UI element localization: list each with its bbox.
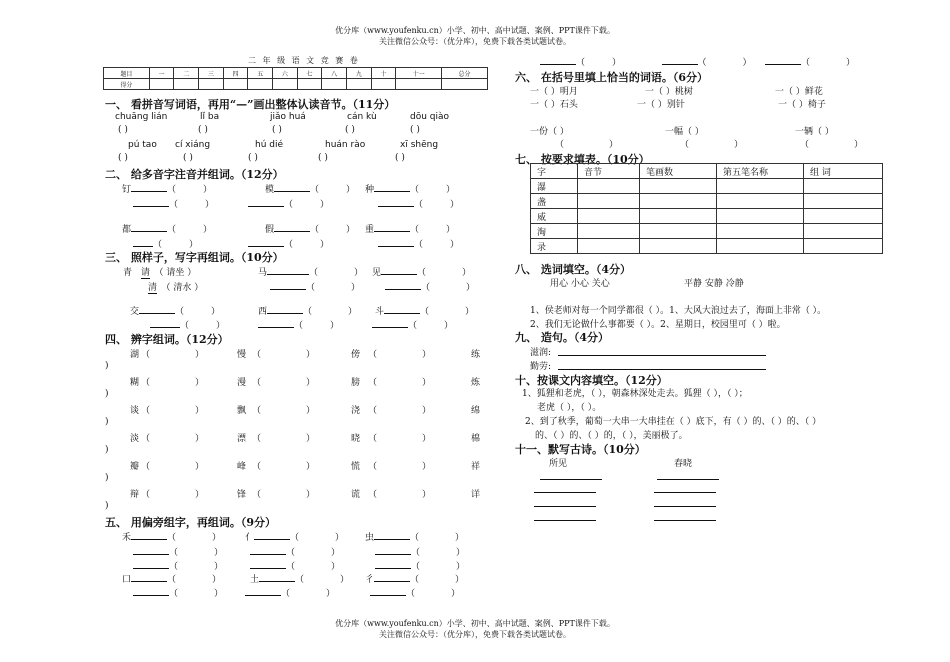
table-row <box>531 179 883 194</box>
radical-row: 彳 （ ） <box>365 575 465 585</box>
table-cell[interactable] <box>578 239 640 254</box>
measure-word-item[interactable]: 一（ ）鲜花 <box>775 87 823 97</box>
polyphone-char: 模 （ ） <box>265 185 356 195</box>
answer-blank[interactable]: （ ） <box>252 406 316 416</box>
answer-blank[interactable]: （ ） <box>141 490 205 500</box>
score-table <box>103 67 488 90</box>
answer-blank[interactable]: ( ) <box>410 125 420 135</box>
score-input-cell[interactable] <box>396 79 442 90</box>
poem-title-2: 春晓 <box>674 459 693 469</box>
radical: 亻 <box>245 533 255 543</box>
text-fill-line-3[interactable]: 2、到了秋季，葡萄一大串一大串挂在（ ）底下，有（ ）的、（ ）的、（ ） <box>525 417 822 427</box>
example-row-1: 青 请 （ 请坐 ） <box>123 265 196 279</box>
radical: 禾 <box>122 533 132 543</box>
answer-blank[interactable]: ( ) <box>318 153 328 163</box>
measure-word-item[interactable]: 一（ ）桃树 <box>645 87 693 97</box>
header-line-2: 关注微信公众号：（优分库），免费下载各类试题试卷。 <box>379 37 571 46</box>
polyphone-blank[interactable]: （ ） <box>378 197 459 210</box>
table-cell[interactable] <box>640 239 717 254</box>
pinyin-7: cí xiáng <box>175 140 211 150</box>
radical-blank[interactable]: （ ） <box>250 559 340 572</box>
answer-blank[interactable]: （ ） <box>141 350 205 360</box>
section-2-heading: 二、 给多音字注音并组词。（12分） <box>105 168 284 181</box>
exam-title: 二 年 级 语 文 竞 赛 卷 <box>248 56 360 65</box>
radical: 土 <box>250 575 260 585</box>
section-7-heading: 七、 按要求填表。（10分） <box>515 153 650 166</box>
measure-word-item[interactable]: 一（ ）别针 <box>637 100 685 110</box>
fill-table-col: 第五笔名称 <box>717 164 804 179</box>
radical-blank[interactable]: （ ） <box>133 545 223 558</box>
pinyin-4: cán kù <box>347 112 377 122</box>
distinguish-char: 棉 <box>471 434 481 444</box>
measure-word-item[interactable]: 一（ ）石头 <box>530 100 578 110</box>
sentence-line-2[interactable] <box>558 369 766 370</box>
radical-blank[interactable]: （ ） <box>375 559 465 572</box>
radical-row: 口 （ ） <box>122 575 222 585</box>
score-cell: 八 <box>322 68 347 79</box>
score-input-cell[interactable] <box>371 79 396 90</box>
table-cell[interactable] <box>717 209 804 224</box>
poem-line[interactable] <box>657 479 719 480</box>
answer-blank[interactable]: （ ） <box>368 406 432 416</box>
distinguish-char: 炼 <box>471 378 481 388</box>
poem-line[interactable] <box>540 479 602 480</box>
char: 种 <box>365 185 375 195</box>
table-cell[interactable] <box>804 209 883 224</box>
char: 西 <box>258 307 268 317</box>
answer-blank[interactable]: ( ) <box>118 125 128 135</box>
answer-blank[interactable]: （ ） <box>368 462 432 472</box>
table-char: 威 <box>531 209 578 224</box>
section-4-heading: 四、 辨字组词。（12分） <box>105 333 229 346</box>
score-cell: 十 <box>371 68 396 79</box>
write-char-blank[interactable]: （ ） <box>258 318 339 331</box>
score-input-cell[interactable] <box>223 79 248 90</box>
distinguish-char: 详 <box>471 490 481 500</box>
example-word: 请坐 <box>166 268 185 278</box>
answer-blank[interactable]: （ ） <box>252 462 316 472</box>
polyphone-blank[interactable]: （ ） <box>133 237 198 250</box>
write-char-row: 马 （ ） <box>258 268 364 278</box>
table-cell[interactable] <box>640 224 717 239</box>
table-cell[interactable] <box>717 224 804 239</box>
distinguish-char: 漫 <box>237 378 247 388</box>
distinguish-char: 飘 <box>237 406 247 416</box>
write-char-blank[interactable]: （ ） <box>372 318 453 331</box>
pinyin-2: lǐ ba <box>200 112 220 122</box>
char: 假 <box>265 225 275 235</box>
fill-table-col: 音节 <box>578 164 640 179</box>
section-3-heading: 三、 照样子，写字再组词。（10分） <box>105 251 284 264</box>
distinguish-char: 绵 <box>471 406 481 416</box>
polyphone-char: 重 （ ） <box>365 225 456 235</box>
distinguish-char: 傍 <box>351 350 361 360</box>
write-char-row: 西 （ ） <box>258 307 358 317</box>
polyphone-char: 都 （ ） <box>122 225 213 235</box>
section-5-heading: 五、 用偏旁组字，再组词。（9分） <box>105 516 276 529</box>
polyphone-char: 钉 （ ） <box>122 185 213 195</box>
fill-table-col: 笔画数 <box>640 164 717 179</box>
answer-blank[interactable]: ( ) <box>198 125 208 135</box>
fill-table-col: 字 <box>531 164 578 179</box>
distinguish-char: 糊 <box>130 378 140 388</box>
wrap-paren: ) <box>105 501 109 511</box>
table-cell[interactable] <box>804 179 883 194</box>
score-input-cell[interactable] <box>273 79 298 90</box>
radical-blank[interactable]: （ ） <box>250 545 340 558</box>
table-cell[interactable] <box>804 194 883 209</box>
polyphone-char: 假 （ ） <box>265 225 356 235</box>
word-choices-a: 用心 小心 关心 <box>550 279 610 289</box>
char: 都 <box>122 225 132 235</box>
fill-table <box>530 163 883 254</box>
fill-sentence-2[interactable]: 2、我们无论做什么事都要（ ）。2、星期日，校园里可（ ）啦。 <box>530 320 786 330</box>
answer-blank[interactable]: ( ) <box>395 153 405 163</box>
answer-blank[interactable]: （ ） <box>141 378 205 388</box>
carry-over-blanks[interactable]: （ ） （ ） （ ） <box>540 55 855 68</box>
radical: 彳 <box>365 575 375 585</box>
table-char: 录 <box>531 239 578 254</box>
example-char: 清 <box>148 280 157 294</box>
radical-row: 亻 （ ） <box>245 533 345 543</box>
table-cell[interactable] <box>640 179 717 194</box>
table-cell[interactable] <box>640 209 717 224</box>
distinguish-char: 峰 <box>237 462 247 472</box>
score-input-cell[interactable] <box>174 79 199 90</box>
score-cell: 九 <box>347 68 372 79</box>
answer-blank[interactable]: （ ） <box>141 462 205 472</box>
poem-line[interactable] <box>654 520 716 521</box>
fill-sentence-1[interactable]: 1、侯老师对每一个同学都很（ ）。1、大风大浪过去了，海面上非常（ ）。 <box>530 306 827 316</box>
footer-line-1: 优分库（www.youfenku.cn）小学、初中、高中试题、案例、PPT课件下载。 <box>335 619 615 628</box>
text-fill-line-4[interactable]: 的、（ ）的、（ ）的，（ ），美丽极了。 <box>535 431 688 441</box>
table-row <box>531 239 883 254</box>
radical: 口 <box>122 575 132 585</box>
section-10-heading: 十、按课文内容填空。（12分） <box>515 374 668 387</box>
radical-row: 禾 （ ） <box>122 533 222 543</box>
score-cell: 三 <box>199 68 224 79</box>
distinguish-char: 谎 <box>351 490 361 500</box>
write-char-row: 见 （ ） <box>372 268 472 278</box>
score-cell: 六 <box>273 68 298 79</box>
pinyin-10: xī shēng <box>400 140 439 150</box>
answer-blank[interactable]: （ ） <box>252 378 316 388</box>
score-cell: 得分 <box>104 79 150 90</box>
answer-blank[interactable]: （ ） <box>368 434 432 444</box>
radical-blank[interactable]: （ ） <box>245 586 335 599</box>
table-cell[interactable] <box>578 194 640 209</box>
poem-line[interactable] <box>534 492 596 493</box>
score-table-header-row <box>104 68 488 79</box>
write-char-row: 交 （ ） <box>130 307 221 317</box>
pinyin-3: jiǎo huá <box>270 112 306 122</box>
table-cell[interactable] <box>578 224 640 239</box>
distinguish-char: 练 <box>471 350 481 360</box>
polyphone-blank[interactable]: （ ） <box>248 197 329 210</box>
answer-blank[interactable]: ( ) <box>272 125 282 135</box>
score-cell: 七 <box>297 68 322 79</box>
poem-line[interactable] <box>654 492 716 493</box>
polyphone-blank[interactable]: （ ） <box>378 237 459 250</box>
answer-blank[interactable]: （ ） <box>252 350 316 360</box>
write-char-blank[interactable]: （ ） <box>385 280 475 293</box>
text-fill-line-1[interactable]: 1、狐狸和老虎，（ ），朝森林深处走去。狐狸（ ），（ ）； <box>522 389 748 399</box>
wrap-paren: ) <box>105 473 109 483</box>
measure-word-item[interactable]: 一（ ）明月 <box>530 87 578 97</box>
score-input-cell[interactable] <box>248 79 273 90</box>
table-char: 瀑 <box>531 179 578 194</box>
distinguish-char: 祥 <box>471 462 481 472</box>
poem-line[interactable] <box>534 520 596 521</box>
wrap-paren: ) <box>105 445 109 455</box>
pinyin-5: dōu qiào <box>410 112 450 122</box>
distinguish-char: 谈 <box>130 406 140 416</box>
fill-table-header <box>531 164 883 179</box>
char: 马 <box>258 268 268 278</box>
table-char: 盏 <box>531 194 578 209</box>
answer-blank[interactable]: （ ） <box>800 140 864 150</box>
header-line-1: 优分库（www.youfenku.cn）小学、初中、高中试题、案例、PPT课件下载。 <box>335 26 615 35</box>
section-11-heading: 十一、默写古诗。（10分） <box>515 443 646 456</box>
example-char: 请 <box>141 265 150 279</box>
measure-word-item[interactable]: 一份（ ） <box>530 127 569 137</box>
char: 重 <box>365 225 375 235</box>
score-table-score-row <box>104 79 488 90</box>
score-input-cell[interactable] <box>442 79 488 90</box>
table-row <box>531 209 883 224</box>
distinguish-char: 锋 <box>237 490 247 500</box>
char: 见 <box>372 268 382 278</box>
pinyin-1: chuāng lián <box>115 112 168 122</box>
answer-blank[interactable]: （ ） <box>252 490 316 500</box>
distinguish-char: 慢 <box>237 350 247 360</box>
pinyin-9: huán rào <box>325 140 366 150</box>
write-char-blank[interactable]: （ ） <box>270 280 360 293</box>
wrap-paren: ) <box>105 389 109 399</box>
polyphone-blank[interactable]: （ ） <box>248 237 329 250</box>
score-input-cell[interactable] <box>297 79 322 90</box>
pinyin-8: hú dié <box>255 140 284 150</box>
table-row <box>531 194 883 209</box>
table-cell[interactable] <box>804 224 883 239</box>
table-char: 淘 <box>531 224 578 239</box>
example-row-2: 清 （ 清水 ） <box>148 280 203 294</box>
distinguish-char: 漂 <box>237 434 247 444</box>
sentence-word-1: 滋润: <box>530 348 552 358</box>
char: 交 <box>130 307 140 317</box>
measure-word-item[interactable]: 一（ ）椅子 <box>778 100 826 110</box>
score-cell: 五 <box>248 68 273 79</box>
radical: 虫 <box>365 533 375 543</box>
score-cell: 总分 <box>442 68 488 79</box>
section-1-heading: 一、 看拼音写词语，再用“—”画出整体认读音节。（11分） <box>105 98 396 111</box>
wrap-paren: ) <box>105 361 109 371</box>
distinguish-char: 浇 <box>351 406 361 416</box>
table-cell[interactable] <box>717 179 804 194</box>
radical-row: 土 （ ） <box>250 575 350 585</box>
char: 斗 <box>375 307 385 317</box>
answer-blank[interactable]: （ ） <box>368 378 432 388</box>
table-cell[interactable] <box>578 209 640 224</box>
pinyin-6: pú tao <box>128 140 157 150</box>
score-input-cell[interactable] <box>149 79 174 90</box>
sentence-line-1[interactable] <box>558 355 766 356</box>
answer-blank[interactable]: ( ) <box>118 153 128 163</box>
answer-blank[interactable]: （ ） <box>141 406 205 416</box>
table-cell[interactable] <box>804 239 883 254</box>
distinguish-char: 湖 <box>130 350 140 360</box>
distinguish-char: 辩 <box>130 490 140 500</box>
text-fill-line-2[interactable]: 老虎（ ），（ ）。 <box>537 403 602 413</box>
section-6-heading: 六、 在括号里填上恰当的词语。（6分） <box>515 71 708 84</box>
score-cell: 一 <box>149 68 174 79</box>
polyphone-char: 种 （ ） <box>365 185 456 195</box>
measure-word-item[interactable]: 一辆（ ） <box>795 127 834 137</box>
score-cell: 十一 <box>396 68 442 79</box>
radical-row: 虫 （ ） <box>365 533 465 543</box>
polyphone-blank[interactable]: （ ） <box>133 197 214 210</box>
answer-blank[interactable]: （ ） <box>252 434 316 444</box>
poem-title-1: 所见 <box>549 459 568 469</box>
radical-blank[interactable]: （ ） <box>133 586 223 599</box>
table-cell[interactable] <box>578 179 640 194</box>
radical-blank[interactable]: （ ） <box>370 586 460 599</box>
distinguish-char: 瓣 <box>130 462 140 472</box>
answer-blank[interactable]: （ ） <box>368 490 432 500</box>
section-8-heading: 八、 选词填空。（4分） <box>515 263 631 276</box>
word-choices-b: 平静 安静 冷静 <box>684 279 744 289</box>
table-row <box>531 224 883 239</box>
score-input-cell[interactable] <box>322 79 347 90</box>
score-cell: 二 <box>174 68 199 79</box>
answer-blank[interactable]: （ ） <box>141 434 205 444</box>
poem-line[interactable] <box>654 506 716 507</box>
answer-blank[interactable]: （ ） <box>680 140 744 150</box>
radical-blank[interactable]: （ ） <box>133 559 223 572</box>
section-9-heading: 九、 造句。（4分） <box>515 331 609 344</box>
distinguish-char: 膀 <box>351 378 361 388</box>
score-cell: 题目 <box>104 68 150 79</box>
distinguish-char: 慌 <box>351 462 361 472</box>
answer-blank[interactable]: （ ） <box>555 140 619 150</box>
wrap-paren: ) <box>105 417 109 427</box>
radical-blank[interactable]: （ ） <box>375 545 465 558</box>
answer-blank[interactable]: ( ) <box>345 125 355 135</box>
distinguish-char: 淡 <box>130 434 140 444</box>
answer-blank[interactable]: ( ) <box>183 153 193 163</box>
poem-line[interactable] <box>534 506 596 507</box>
answer-blank[interactable]: ( ) <box>248 153 258 163</box>
example-word: 清水 <box>173 283 192 293</box>
measure-word-item[interactable]: 一幅（ ） <box>665 127 704 137</box>
score-input-cell[interactable] <box>347 79 372 90</box>
score-input-cell[interactable] <box>199 79 224 90</box>
table-cell[interactable] <box>717 239 804 254</box>
score-cell: 四 <box>223 68 248 79</box>
table-cell[interactable] <box>640 194 717 209</box>
char: 模 <box>265 185 275 195</box>
char: 钉 <box>122 185 132 195</box>
example-base-char: 青 <box>123 268 133 278</box>
fill-table-col: 组 词 <box>804 164 883 179</box>
footer-line-2: 关注微信公众号：（优分库），免费下载各类试题试卷。 <box>379 630 571 639</box>
write-char-row: 斗 （ ） <box>375 307 475 317</box>
distinguish-char: 晓 <box>351 434 361 444</box>
table-cell[interactable] <box>717 194 804 209</box>
write-char-blank[interactable]: （ ） <box>150 318 225 331</box>
answer-blank[interactable]: （ ） <box>368 350 432 360</box>
sentence-word-2: 勤劳: <box>530 362 552 372</box>
